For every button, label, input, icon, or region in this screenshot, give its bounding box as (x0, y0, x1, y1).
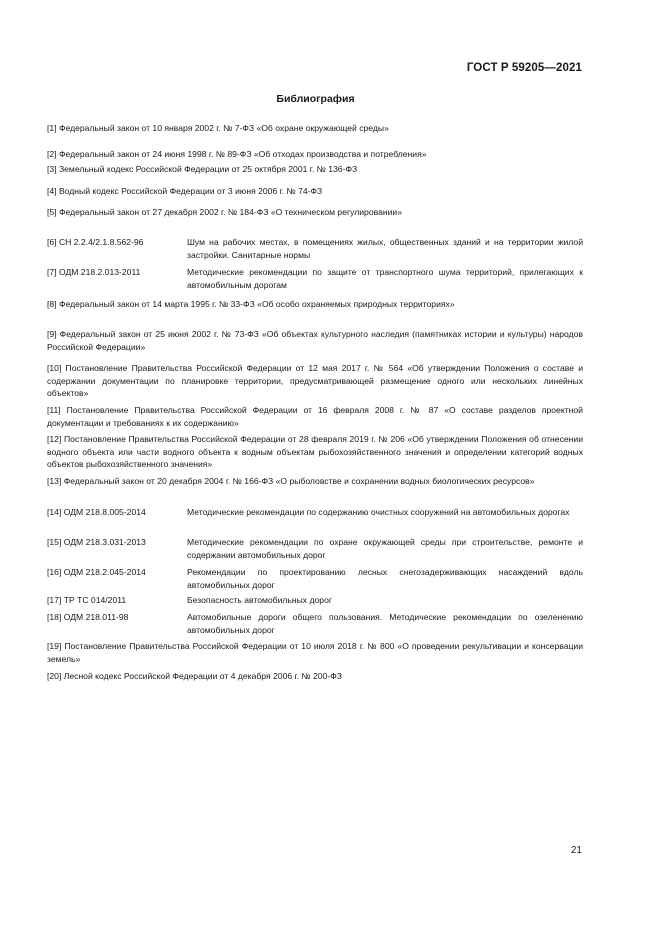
page-title: Библиография (276, 93, 355, 105)
reference-description: Методические рекомендации по содержанию очистных сооружений на автомобильных дорогах (187, 507, 570, 517)
standard-code: ГОСТ Р 59205—2021 (466, 62, 582, 74)
reference-item: [19] Постановление Правительства Российской Федерации от 10 июля 2018 г. № 800 «О проведении рекультивации и консервации земель» (47, 641, 583, 664)
reference-description: Шум на рабочих местах, в помещениях жилых, общественных зданий и на территории жилой застройки. Санитарные нормы (187, 237, 583, 260)
reference-code: [18] ОДМ 218.011-98 (47, 612, 129, 622)
reference-code: [14] ОДМ 218.8.005-2014 (47, 507, 146, 517)
reference-item: [4] Водный кодекс Российской Федерации от 3 июня 2006 г. № 74-ФЗ (47, 186, 323, 196)
reference-description: Рекомендации по проектированию лесных снегозадерживающих насаждений вдоль автомобильных дорог (187, 567, 583, 590)
reference-item (47, 266, 583, 291)
reference-code: [6] СН 2.2.4/2.1.8.562-96 (47, 237, 144, 247)
reference-code: [7] ОДМ 218.2.013-2011 (47, 267, 141, 277)
reference-item: [5] Федеральный закон от 27 декабря 2002 г. № 184-ФЗ «О техническом регулировании» (47, 207, 402, 217)
reference-item (47, 236, 583, 261)
reference-code: [16] ОДМ 218.2.045-2014 (47, 567, 146, 577)
reference-item (47, 611, 583, 636)
reference-item: [3] Земельный кодекс Российской Федерации от 25 октября 2001 г. № 136-ФЗ (47, 164, 358, 174)
reference-description: Безопасность автомобильных дорог (187, 595, 332, 605)
reference-item: [9] Федеральный закон от 25 июня 2002 г. № 73-ФЗ «Об объектах культурного наследия (памятниках истории и культуры) народов Российской Федерации» (47, 329, 583, 352)
reference-code: [15] ОДМ 218.3.031-2013 (47, 537, 146, 547)
reference-description: Автомобильные дороги общего пользования. Методические рекомендации по озеленению автомобильных дорог (187, 612, 583, 635)
page-number: 21 (570, 845, 582, 856)
reference-description: Методические рекомендации по защите от транспортного шума территорий, прилегающих к автомобильным дорогам (187, 267, 583, 290)
reference-item: [12] Постановление Правительства Российской Федерации от 28 февраля 2019 г. № 206 «Об утверждении Положения об отнесении водного объекта или части водного объекта к водным объектам рыбохозяйственного значения и определении категорий водных объектов рыбохозяйственного значения» (47, 434, 583, 469)
reference-item: [8] Федеральный закон от 14 марта 1995 г. № 33-ФЗ «Об особо охраняемых природных территориях» (47, 299, 455, 309)
reference-item: [13] Федеральный закон от 20 декабря 2004 г. № 166-ФЗ «О рыболовстве и сохранении водных биологических ресурсов» (47, 476, 535, 486)
reference-description: Методические рекомендации по охране окружающей среды при строительстве, ремонте и содержании автомобильных дорог (187, 537, 583, 560)
reference-item (47, 594, 583, 607)
reference-code: [17] ТР ТС 014/2011 (47, 595, 127, 605)
reference-item (47, 536, 583, 561)
reference-item (47, 566, 583, 591)
reference-item: [20] Лесной кодекс Российской Федерации от 4 декабря 2006 г. № 200-ФЗ (47, 671, 342, 681)
reference-item (47, 506, 583, 519)
reference-item: [1] Федеральный закон от 10 января 2002 г. № 7-ФЗ «Об охране окружающей среды» (47, 123, 389, 133)
reference-item: [10] Постановление Правительства Российской Федерации от 12 мая 2017 г. № 564 «Об утверждении Положения о составе и содержании документации по планировке территории, предусматривающей размещение одного или нескольких линейных объектов» (47, 363, 583, 398)
reference-item: [2] Федеральный закон от 24 июня 1998 г. № 89-ФЗ «Об отходах производства и потребления» (47, 149, 427, 159)
reference-item: [11] Постановление Правительства Российской Федерации от 16 февраля 2008 г. № 87 «О составе разделов проектной документации и требованиях к их содержанию» (47, 405, 583, 428)
